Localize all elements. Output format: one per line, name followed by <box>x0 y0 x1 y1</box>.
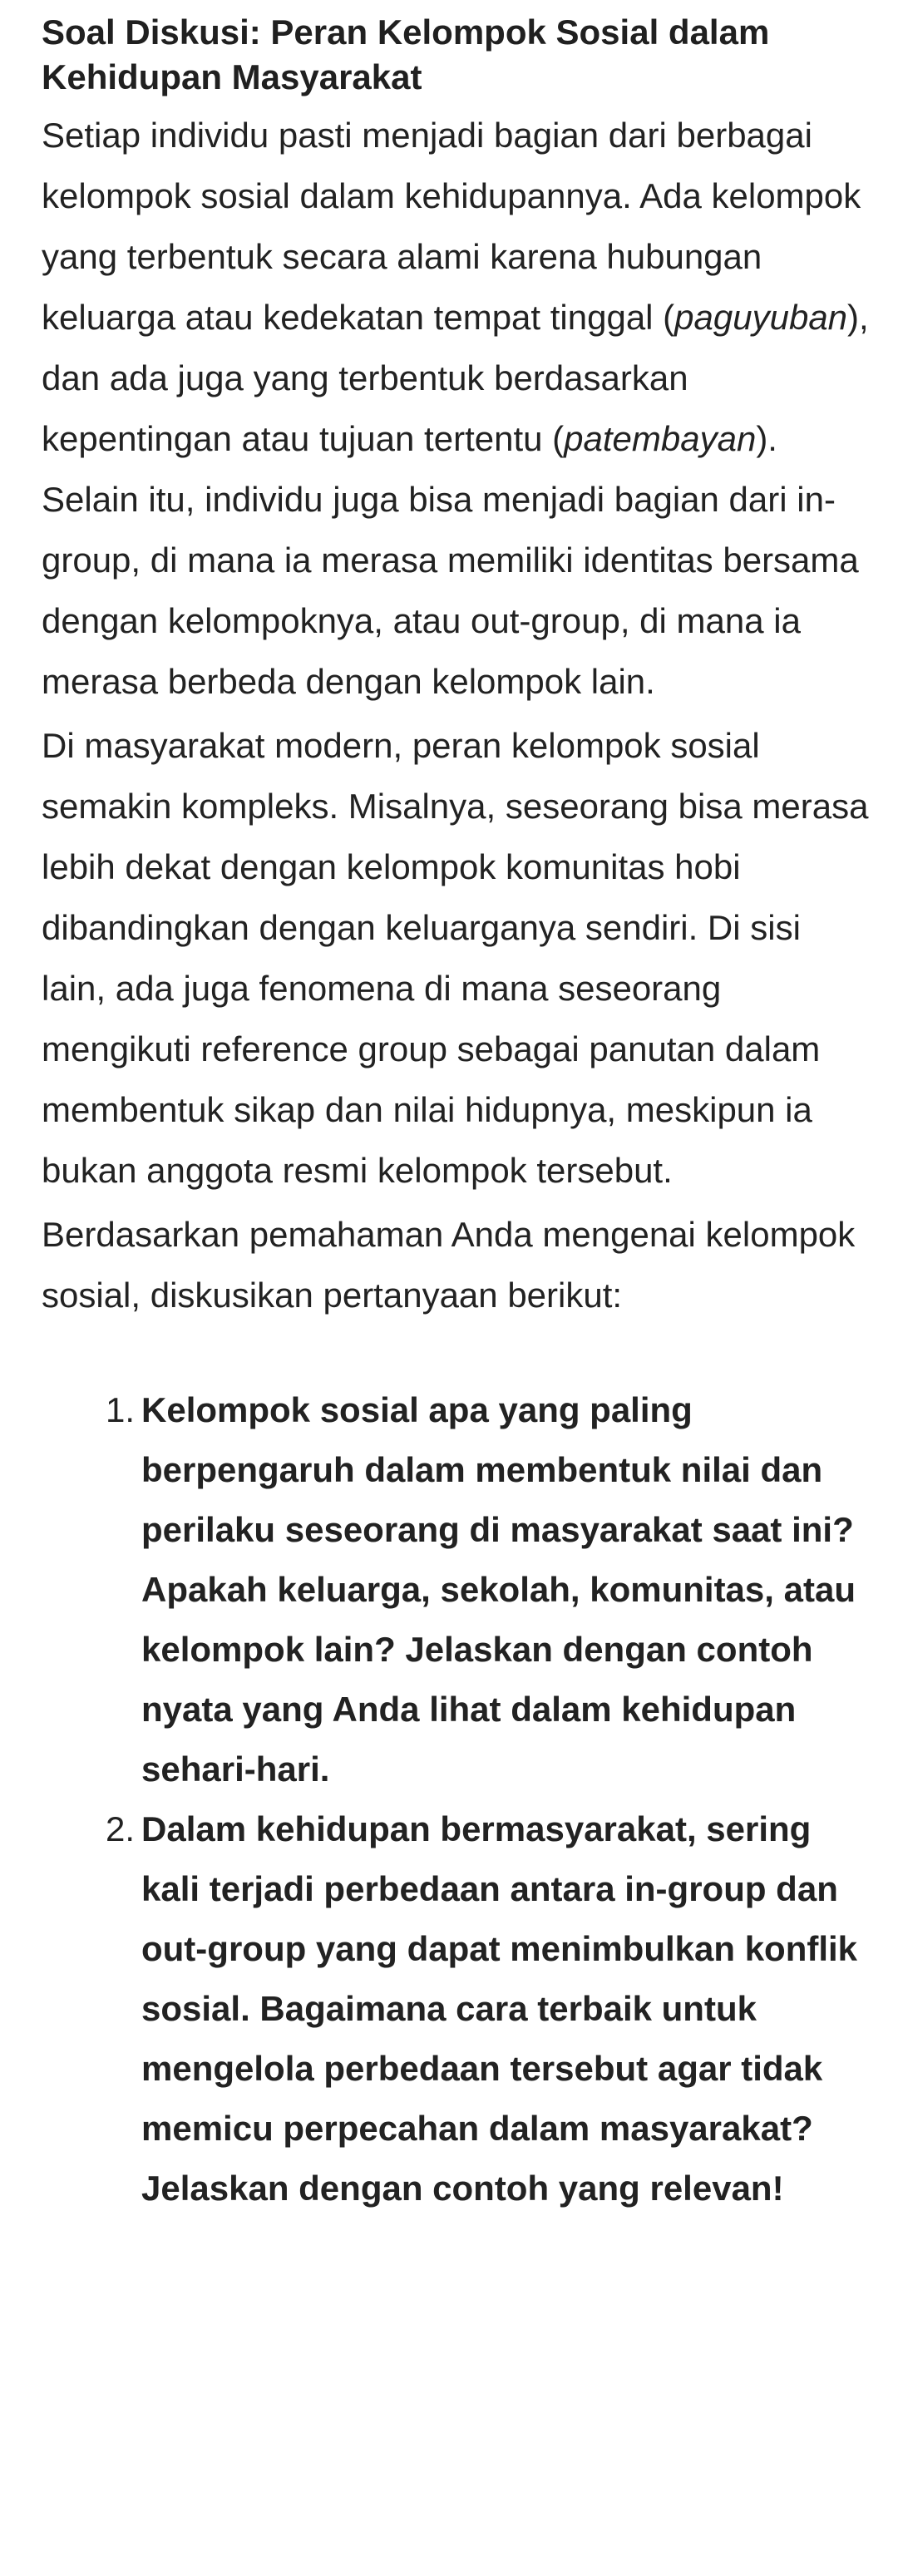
question-text: Dalam kehidupan bermasyarakat, sering kali terjadi perbedaan antara in-group dan out-group yang dapat menimbulkan konflik sosial. Bagaimana cara terbaik untuk mengelola perbedaan tersebut agar tidak memicu perpecahan dalam masyarakat? Jelaskan dengan contoh yang relevan! <box>141 1809 858 2208</box>
question-item <box>42 1380 870 1799</box>
question-number: 2. <box>105 1809 135 1848</box>
question-number: 1. <box>105 1390 135 1429</box>
question-list <box>42 1380 870 2218</box>
intro-paragraph <box>42 105 870 712</box>
intro-text-2: ), dan ada juga yang terbentuk berdasarkan kepentingan atau tujuan tertentu ( <box>42 298 869 458</box>
intro-text-3: ). Selain itu, individu juga bisa menjadi bagian dari in-group, di mana ia merasa memiliki identitas bersama dengan kelompoknya, atau out-group, di mana ia merasa berbeda dengan kelompok lain. <box>42 419 859 701</box>
question-text: Kelompok sosial apa yang paling berpengaruh dalam membentuk nilai dan perilaku seseorang di masyarakat saat ini? Apakah keluarga, sekolah, komunitas, atau kelompok lain? Jelaskan dengan contoh nyata yang Anda lihat dalam kehidupan sehari-hari. <box>141 1390 856 1789</box>
term-paguyuban: paguyuban <box>674 298 848 337</box>
term-patembayan: patembayan <box>564 419 757 458</box>
modern-society-paragraph: Di masyarakat modern, peran kelompok sosial semakin kompleks. Misalnya, seseorang bisa merasa lebih dekat dengan kelompok komunitas hobi dibandingkan dengan keluarganya sendiri. Di sisi lain, ada juga fenomena di mana seseorang mengikuti reference group sebagai panutan dalam membentuk sikap dan nilai hidupnya, meskipun ia bukan anggota resmi kelompok tersebut. <box>42 726 869 1190</box>
document-title: Soal Diskusi: Peran Kelompok Sosial dalam Kehidupan Masyarakat <box>42 12 770 96</box>
question-item <box>42 1799 870 2218</box>
instruction-paragraph: Berdasarkan pemahaman Anda mengenai kelompok sosial, diskusikan pertanyaan berikut: <box>42 1215 856 1315</box>
intro-text-1: Setiap individu pasti menjadi bagian dari berbagai kelompok sosial dalam kehidupannya. Ada kelompok yang terbentuk secara alami karena hubungan keluarga atau kedekatan tempat tinggal ( <box>42 116 861 337</box>
